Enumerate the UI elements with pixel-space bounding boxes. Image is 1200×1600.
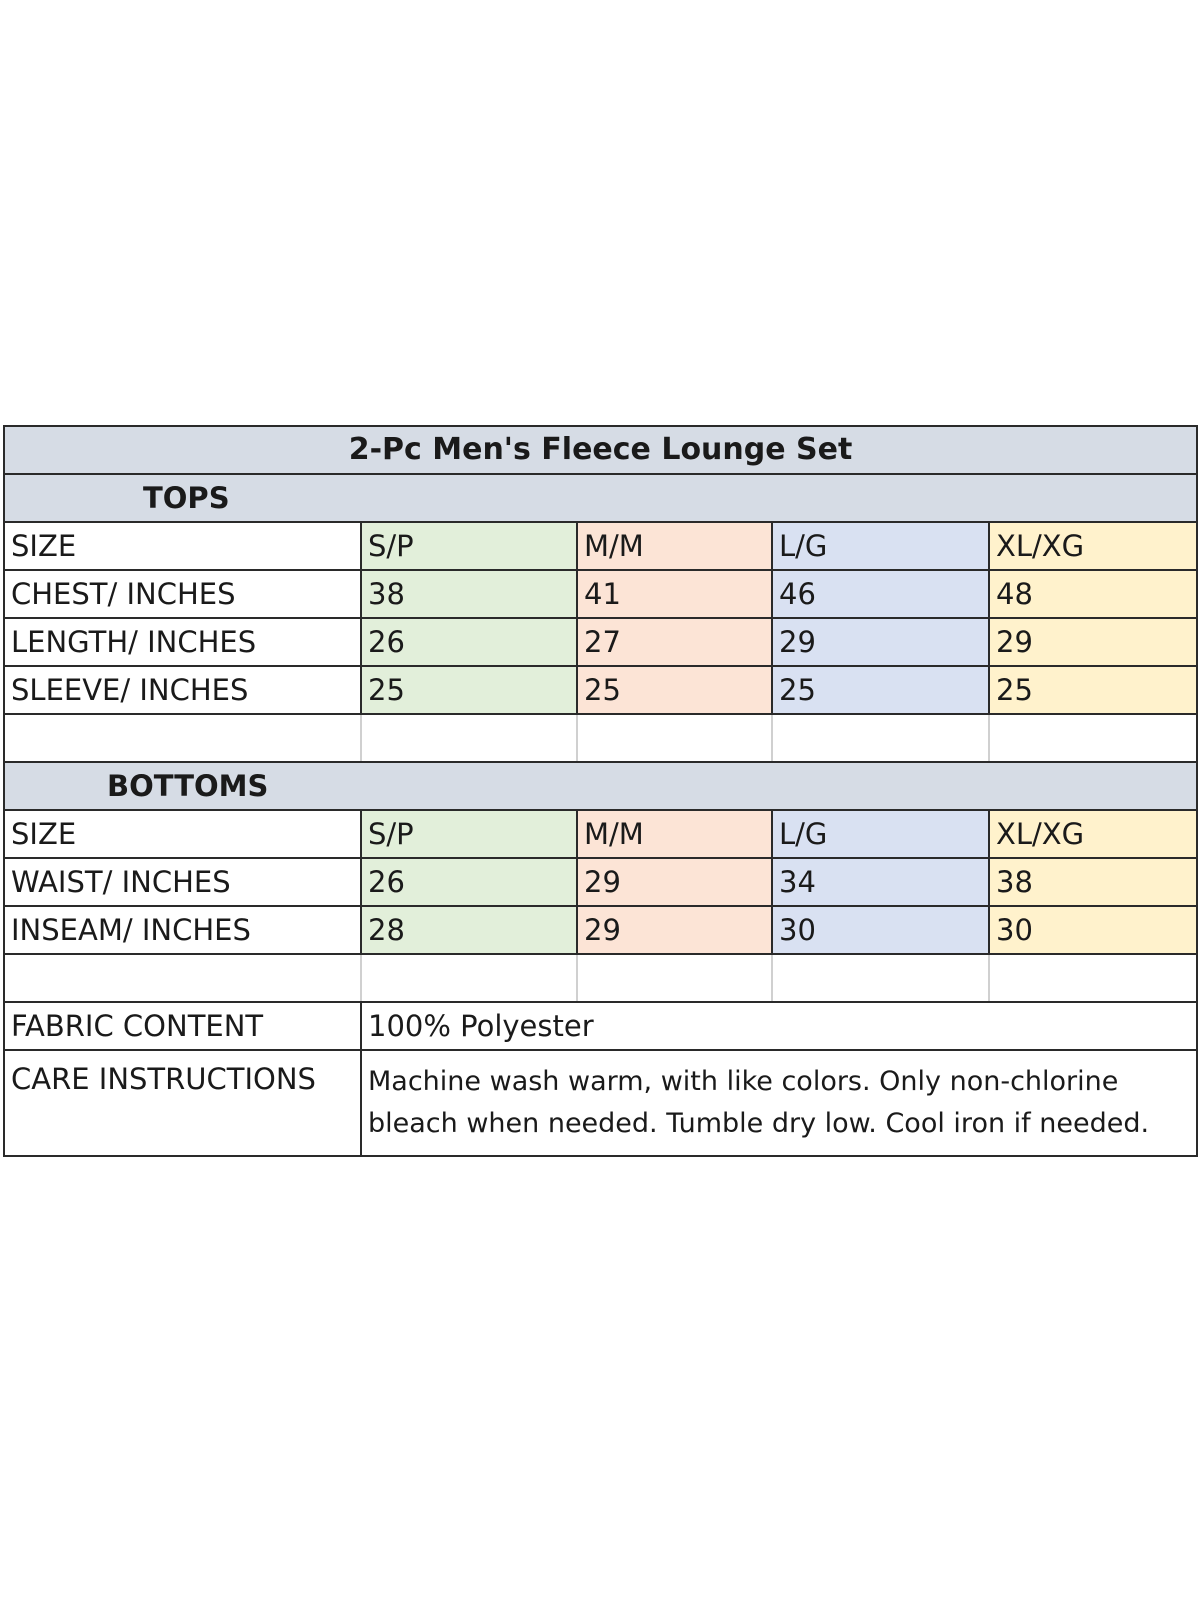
table-cell: 29 [577, 858, 772, 906]
size-chart-table [3, 425, 1198, 1157]
size-header-xl: XL/XG [989, 810, 1197, 858]
table-row [4, 666, 1197, 714]
table-cell: 38 [361, 570, 577, 618]
table-cell: 29 [772, 618, 989, 666]
table-cell: 28 [361, 906, 577, 954]
row-label: SLEEVE/ INCHES [4, 666, 361, 714]
tops-section-row [4, 474, 1197, 522]
title-row [4, 426, 1197, 474]
table-row [4, 906, 1197, 954]
care-label: CARE INSTRUCTIONS [4, 1050, 361, 1156]
table-row [4, 570, 1197, 618]
fabric-value: 100% Polyester [361, 1002, 1197, 1050]
table-cell: 29 [989, 618, 1197, 666]
size-header-l: L/G [772, 522, 989, 570]
table-cell: 41 [577, 570, 772, 618]
table-cell: 25 [361, 666, 577, 714]
table-cell: 26 [361, 858, 577, 906]
size-header-xl: XL/XG [989, 522, 1197, 570]
table-row [4, 618, 1197, 666]
table-cell: 46 [772, 570, 989, 618]
spacer-row [4, 714, 1197, 762]
table-cell: 29 [577, 906, 772, 954]
tops-size-row [4, 522, 1197, 570]
row-label: CHEST/ INCHES [4, 570, 361, 618]
table-cell: 25 [989, 666, 1197, 714]
table-cell: 30 [772, 906, 989, 954]
table-cell: 25 [577, 666, 772, 714]
row-label: SIZE [4, 810, 361, 858]
table-cell: 27 [577, 618, 772, 666]
bottoms-size-row [4, 810, 1197, 858]
size-header-m: M/M [577, 810, 772, 858]
row-label: WAIST/ INCHES [4, 858, 361, 906]
fabric-label: FABRIC CONTENT [4, 1002, 361, 1050]
fabric-row [4, 1002, 1197, 1050]
size-header-m: M/M [577, 522, 772, 570]
size-header-s: S/P [361, 522, 577, 570]
care-value: Machine wash warm, with like colors. Only non-chlorine bleach when needed. Tumble dry low. Cool iron if needed. [361, 1050, 1197, 1156]
row-label: LENGTH/ INCHES [4, 618, 361, 666]
chart-title: 2-Pc Men's Fleece Lounge Set [4, 426, 1197, 474]
bottoms-section-row [4, 762, 1197, 810]
size-header-s: S/P [361, 810, 577, 858]
table-cell: 30 [989, 906, 1197, 954]
bottoms-heading: BOTTOMS [4, 762, 1197, 810]
tops-heading: TOPS [4, 474, 1197, 522]
table-cell: 25 [772, 666, 989, 714]
table-cell: 26 [361, 618, 577, 666]
table-row [4, 858, 1197, 906]
care-row [4, 1050, 1197, 1156]
table-cell: 48 [989, 570, 1197, 618]
spacer-row [4, 954, 1197, 1002]
row-label: INSEAM/ INCHES [4, 906, 361, 954]
table-cell: 38 [989, 858, 1197, 906]
row-label: SIZE [4, 522, 361, 570]
table-cell: 34 [772, 858, 989, 906]
size-header-l: L/G [772, 810, 989, 858]
